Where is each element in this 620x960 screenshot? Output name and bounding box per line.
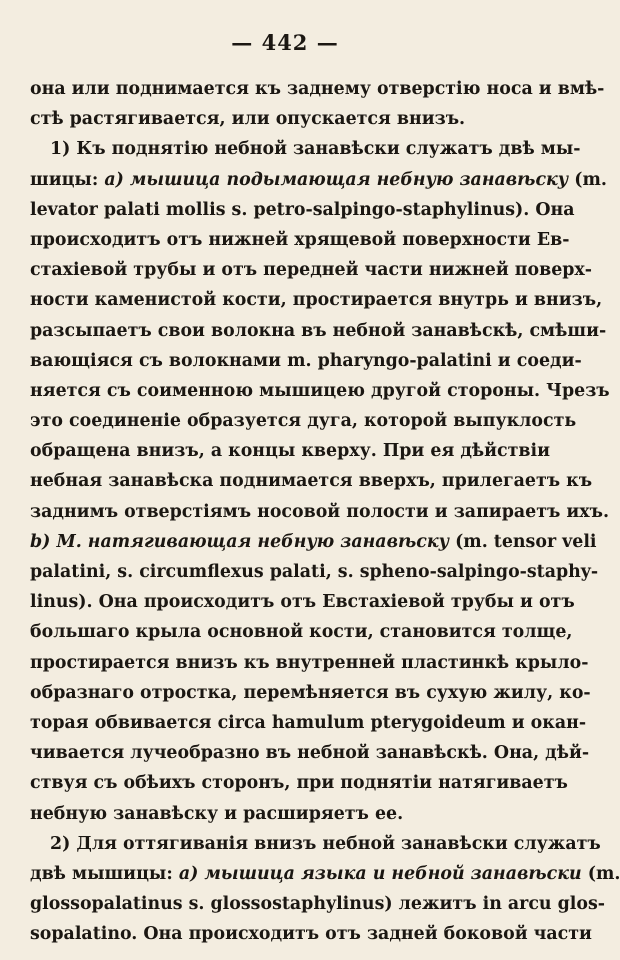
text-line (30, 346, 582, 376)
text-line (30, 527, 597, 557)
text-line (30, 376, 610, 406)
text-line (30, 648, 589, 678)
text-line (30, 708, 587, 738)
text-run: шицы: (30, 169, 105, 190)
text-run: 1) Къ поднятію небной занавѣски служатъ двѣ мы- (50, 139, 581, 160)
text-run: чивается лучеобразно въ небной занавѣскѣ. Она, дѣй- (30, 743, 590, 764)
text-run: двѣ мышицы: (30, 863, 179, 884)
text-line (30, 316, 607, 346)
text-run: няется съ соименною мышицею другой стороны. Чрезъ (30, 380, 610, 401)
text-run: sopalatino. Она происходитъ отъ задней боковой части (30, 924, 592, 945)
text-run: небная занавѣска поднимается вверхъ, прилегаетъ къ (30, 471, 593, 492)
text-run: торая обвивается circa hamulum pterygoideum и окан- (30, 712, 587, 733)
text-run: palatini, s. circumflexus palati, s. spheno-salpingo-staphy- (30, 562, 599, 582)
text-run: образнаго отростка, перемѣняется въ сухую жилу, ко- (30, 682, 591, 703)
text-line (30, 104, 540, 134)
text-line (30, 738, 590, 768)
text-run: (m. tensor veli (449, 531, 597, 552)
text-run: glossopalatinus s. glossostaphylinus) лежитъ in arcu glos- (30, 894, 605, 915)
text-run: стѣ растягивается, или опускается внизъ. (30, 109, 466, 130)
text-line (30, 255, 593, 285)
text-run: ности каменистой кости, простирается внутрь и внизъ, (30, 290, 603, 311)
text-run: она или поднимается къ заднему отверстію носа и вмѣ- (30, 79, 605, 99)
text-run: вающіяся съ волокнами m. pharyngo-palatini и соеди- (30, 350, 582, 371)
text-run: (m. (581, 863, 620, 884)
text-run: разсыпаетъ свои волокна въ небной занавѣскѣ, смѣши- (30, 320, 607, 341)
text-line (30, 587, 575, 617)
text-line (30, 406, 577, 436)
text-line (30, 285, 603, 315)
italic-run: a) мышица языка и небной занавѣски (178, 863, 582, 884)
text-line (30, 859, 620, 889)
text-line (30, 436, 551, 466)
text-line (30, 497, 610, 527)
text-line (30, 768, 568, 798)
text-run: ствуя съ обѣихъ сторонъ, при поднятіи натягиваетъ (30, 773, 568, 794)
page-number: — 442 — (231, 30, 339, 55)
text-run: происходитъ отъ нижней хрящевой поверхности Ев- (30, 229, 570, 250)
text-line (30, 678, 591, 708)
text-run: большаго крыла основной кости, становится толще, (30, 622, 573, 643)
text-run: стахіевой трубы и отъ передней части нижней поверх- (30, 260, 593, 281)
text-run: небную занавѣску и расширяетъ ее. (30, 803, 404, 824)
text-run: обращена внизъ, а концы кверху. При ея дѣйствіи (30, 441, 551, 462)
text-line (30, 195, 575, 225)
italic-run: b) M. натягивающая небную занавѣску (30, 531, 450, 552)
text-line (30, 134, 581, 164)
text-run: linus). Она происходитъ отъ Евстахіевой трубы и отъ (30, 592, 575, 613)
text-run: это соединеніе образуется дуга, которой выпуклость (30, 411, 577, 432)
text-line (30, 74, 605, 104)
text-run: 2) Для оттягиванія внизъ небной занавѣски служатъ (50, 833, 601, 854)
text-line (30, 617, 573, 647)
text-line (30, 919, 592, 949)
text-run: levator palati mollis s. petro-salpingo-staphylinus). Она (30, 199, 575, 220)
text-run: (m. (568, 169, 607, 190)
italic-run: a) мышица подымающая небную занавѣску (104, 169, 569, 190)
text-line (30, 889, 605, 919)
text-line (30, 466, 593, 496)
text-line (30, 799, 540, 829)
text-line (30, 225, 570, 255)
text-run: простирается внизъ къ внутренней пластинкѣ крыло- (30, 652, 589, 673)
text-line (30, 557, 599, 587)
body-text (30, 74, 620, 949)
text-line (30, 165, 607, 195)
text-run: заднимъ отверстіямъ носовой полости и запираетъ ихъ. (30, 501, 610, 522)
text-line (30, 829, 601, 859)
